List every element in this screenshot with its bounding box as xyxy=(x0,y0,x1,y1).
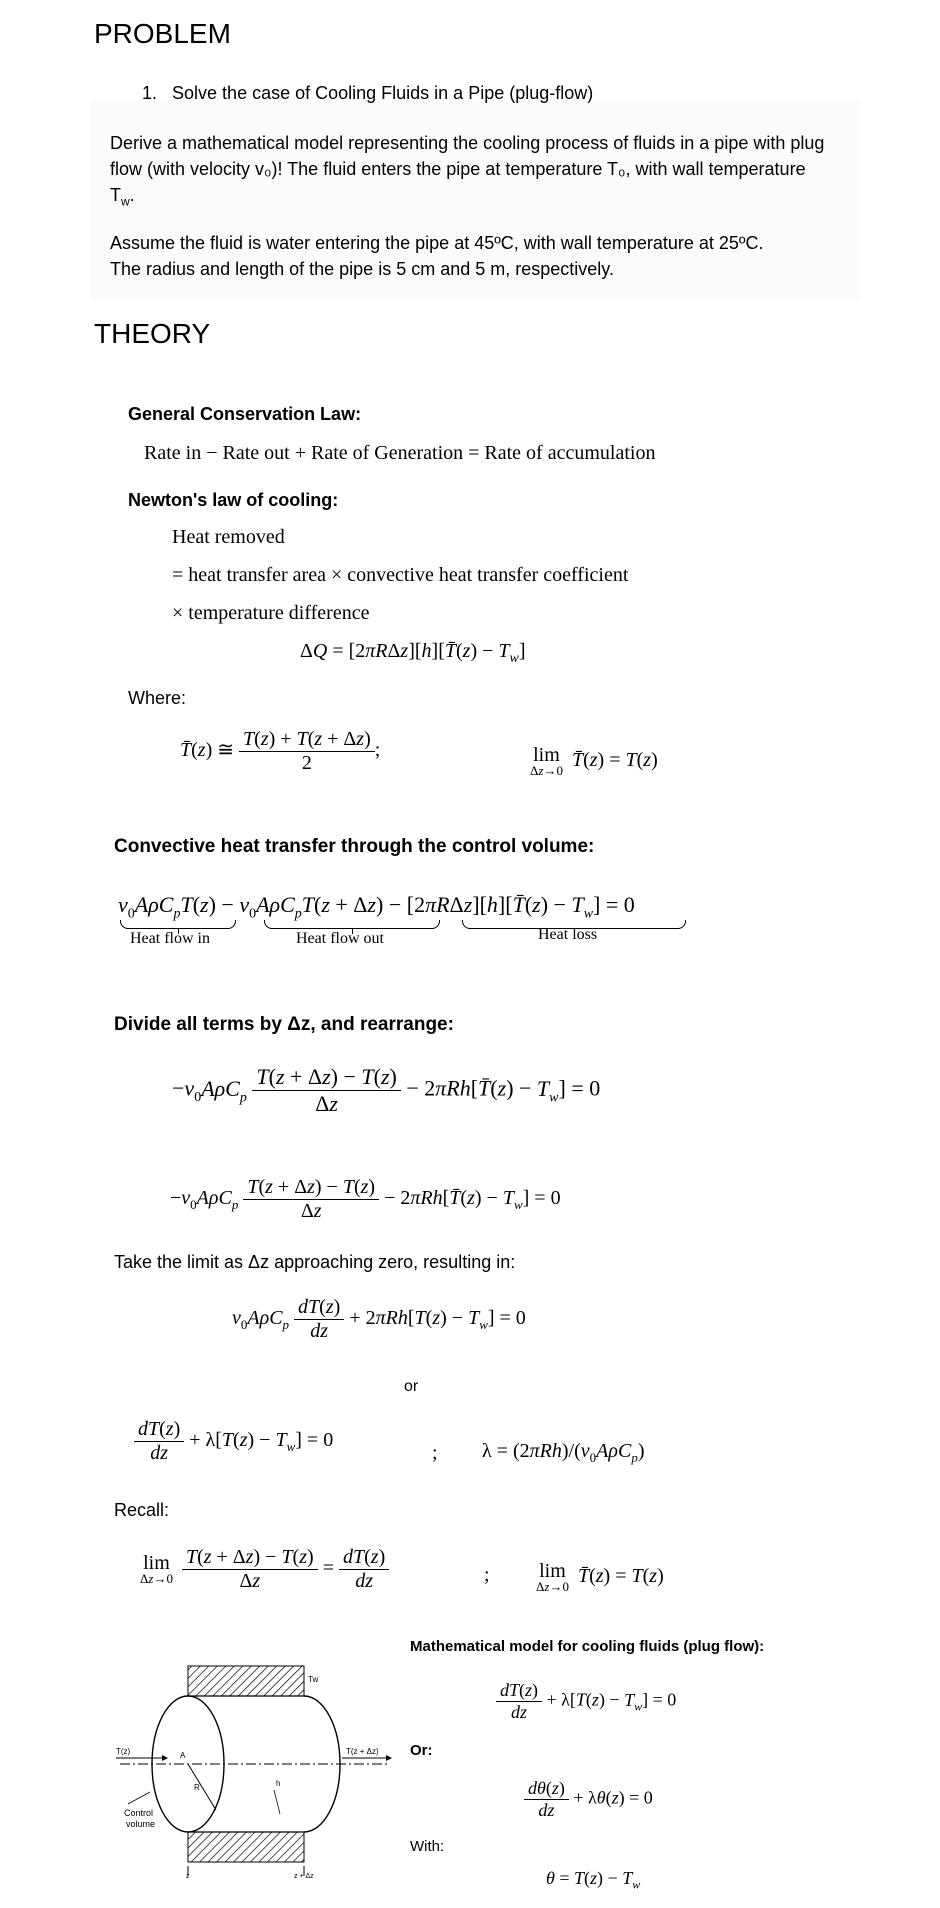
newton-line2: = heat transfer area × convective heat transfer coefficient xyxy=(172,564,629,586)
conservation-title: General Conservation Law: xyxy=(128,404,362,424)
ode-lambda-form: $\frac{dT(z)}{dz}$ + $\lambda[T(z) - T_w] = 0$ xyxy=(134,1418,333,1465)
figure-label-cv-line2: volume xyxy=(126,1819,156,1829)
model-equation-1: $\frac{dT(z)}{dz}$ + $\lambda[T(z) - T_w] = 0$ xyxy=(496,1680,676,1723)
or-text: or xyxy=(404,1378,419,1395)
newton-line3: × temperature difference xyxy=(172,602,370,624)
limit-text: Take the limit as Δz approaching zero, resulting in: xyxy=(114,1252,516,1272)
tbar-definition: T̄(z) ≅ $\frac{T(z) + T(z + \Delta z)}{2}$ ; xyxy=(180,728,381,774)
theory-heading: THEORY xyxy=(94,318,211,349)
brace-label-heat-out: Heat flow out xyxy=(296,930,384,947)
figure-label-cv-line1: Control xyxy=(124,1808,154,1818)
figure-label-tzdz: T(z + Δz) xyxy=(346,1747,379,1756)
figure-label-tw: Tw xyxy=(308,1675,319,1684)
derivative-definition: lim Δz→0 $\frac{T(z + \Delta z) - T(z)}{\Delta z}$ = $\frac{dT(z)}{dz}$ xyxy=(136,1546,389,1593)
problem-item xyxy=(142,80,593,106)
figure-label-tz: T(z) xyxy=(116,1747,131,1756)
problem-para1-line3: $T_w$. xyxy=(110,185,135,209)
cv-title: Convective heat transfer through the control volume: xyxy=(114,836,595,857)
figure-label-zdz: z + Δz xyxy=(294,1873,314,1880)
lambda-definition: $\lambda = (2\pi Rh)/(v_0A\rho C_p)$ xyxy=(482,1440,645,1465)
recall-tbar-limit: lim Δz→0 T̄(z) = T(z) xyxy=(536,1560,664,1594)
newton-title: Newton's law of cooling: xyxy=(128,490,339,510)
model-title: Mathematical model for cooling fluids (plug flow): xyxy=(410,1638,765,1655)
figure-label-r: R xyxy=(194,1783,200,1792)
brace-label-heat-in: Heat flow in xyxy=(130,930,210,947)
problem-item-text: Solve the case of Cooling Fluids in a Pipe (plug-flow) xyxy=(172,83,594,103)
problem-heading: PROBLEM xyxy=(94,18,231,49)
recall-label: Recall: xyxy=(114,1500,170,1520)
ode-semicolon: ; xyxy=(432,1442,438,1464)
brace-label-heat-loss: Heat loss xyxy=(538,926,598,943)
brace-heat-out xyxy=(264,920,440,929)
problem-item-number: 1. xyxy=(142,83,158,103)
problem-para1-line1: Derive a mathematical model representing the cooling process of fluids in a pipe with plug xyxy=(110,133,825,153)
figure-label-control-volume xyxy=(124,1808,156,1829)
figure-label-a: A xyxy=(180,1751,186,1760)
tbar-limit: lim Δz→0 T̄(z) = T(z) xyxy=(530,744,658,778)
model-equation-2: $\frac{d\theta(z)}{dz}$ + λθ(z) = 0 xyxy=(524,1778,653,1821)
newton-equation: ΔQ = [2πRΔz][h][T̄(z) − $T_w$] xyxy=(300,640,526,666)
brace-heat-in xyxy=(120,920,236,929)
problem-paragraph-2 xyxy=(110,230,763,282)
divided-equation-1: $-v_0A\rho C_p$ $\frac{T(z + \Delta z) - T(z)}{\Delta z}$ − 2πRh[T̄(z) − $T_w] = 0$ xyxy=(172,1064,601,1116)
recall-semicolon: ; xyxy=(484,1564,490,1586)
model-or-label: Or: xyxy=(410,1742,433,1759)
problem-para2-line1: Assume the fluid is water entering the pipe at 45ºC, with wall temperature at 25ºC. xyxy=(110,233,764,253)
pipe-wall-top xyxy=(188,1666,304,1696)
conservation-equation: Rate in − Rate out + Rate of Generation = Rate of accumulation xyxy=(144,442,656,464)
limit-equation: $v_0A\rho C_p$ $\frac{dT(z)}{dz}$ + $2\pi Rh[T(z) - T_w] = 0$ xyxy=(232,1296,526,1342)
model-with-label: With: xyxy=(410,1838,445,1855)
pipe-diagram xyxy=(110,1654,410,1880)
divided-equation-2: $-v_0A\rho C_p$ $\frac{T(z + \Delta z) - T(z)}{\Delta z}$ − 2πRh[T̄(z) − $T_w] = 0$ xyxy=(170,1176,561,1222)
pipe-wall-bottom xyxy=(188,1832,304,1862)
problem-para1-line2: flow (with velocity v₀)! The fluid enters the pipe at temperature T₀, with wall temperature xyxy=(110,159,806,179)
divide-title: Divide all terms by Δz, and rearrange: xyxy=(114,1014,454,1035)
figure-label-z: z xyxy=(186,1873,190,1880)
figure-label-h: h xyxy=(276,1779,281,1788)
newton-line1: Heat removed xyxy=(172,526,285,548)
cv-balance-equation: $v_0A\rho C_pT(z) - v_0A\rho C_pT(z + \Delta z)$ − [2πRΔz][h][T̄(z) − $T_w] = 0$ xyxy=(118,892,635,922)
problem-paragraph-1 xyxy=(110,130,824,215)
where-label: Where: xyxy=(128,688,187,708)
theta-definition: $\theta = T(z) - T_w$ xyxy=(546,1868,641,1892)
problem-para2-line2: The radius and length of the pipe is 5 cm and 5 m, respectively. xyxy=(110,259,614,279)
